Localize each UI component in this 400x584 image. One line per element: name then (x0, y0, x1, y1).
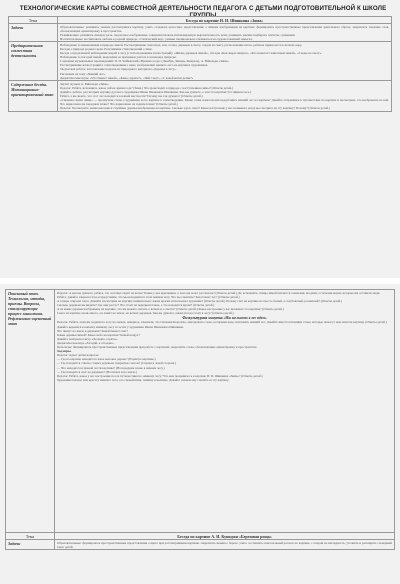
footer-topic-title: Беседа по картине А. И. Куинджи «Березовая роща» (55, 533, 395, 540)
task-paragraph: Воспитательные: воспитывать любовь к родной природе, эстетический вкус, умение эмоционально откликаться на художественный замысел. (60, 36, 253, 41)
continuation-line: Давайте поиграем в игру «Холодно, горячо». (57, 336, 118, 341)
table-row (6, 290, 395, 533)
prelim-paragraph: Рассматривание иллюстраций к стихотворениям о зиме, изображений зимнего леса на картинах художников. (60, 63, 209, 68)
theme-label: Тема (9, 17, 58, 24)
content-paragraph: Педагог. Ребята, вспомните, какое сейчас время года? (Зима.) Что происходит в природе с наступлением зимы? (Ответы детей.) (60, 85, 234, 90)
prelim-paragraph: Рисование на тему «Зимний лес». (60, 71, 106, 76)
game-title: Ход игры. (57, 349, 72, 354)
footer-task-paragraph: Образовательные: формировать пространственные представления о цвете при рассматривании картины, закреплять знания о березе, учить составлять описательный рассказ по картине, с опорой на наглядность, уточнять и расширять словарный запас детей. (57, 540, 392, 549)
table-row (9, 17, 392, 24)
prelim-paragraph: Дидактические игры: «Что бывает зимой», «Какое дерево?», «Чей след?», «С какой ветки детки?» (60, 75, 194, 80)
lesson-table-top (8, 16, 392, 112)
document-page-bottom (0, 284, 400, 584)
continuation-line: Дидактическая игра «Загадай, я отгадаю». (57, 340, 115, 345)
game-line: — Где находится стволы старых деревьев, покрытые снегом? (Справа в левой стороне.) (57, 361, 177, 366)
final-paragraph: Педагог. Ребята, какое у вас настроение после путешествия по зимнему лесу? Что вам понравилось в картине И. И. Шишкина «Зима»? (Ответы детей.) (57, 373, 263, 378)
prelim-paragraph: Беседа о проделанной наблюдении зверей в лесу (с использованием иллюстраций): «Жизнь деревьев зимой», ,беседы «Как звери зимуют», «Кто помогает животным зимой», «Следы на снегу». (60, 51, 323, 56)
tasks-label: Задачи (9, 24, 58, 42)
lesson-table-bottom (5, 289, 395, 550)
dialog-paragraph: Снега на картине очень много, он лежит на земле, на ветках деревьев. Как вы думаете, какая погода стоит в лесу? (Ответы детей.) (57, 310, 234, 315)
footer-tasks-cell (55, 540, 395, 550)
continuation-paragraph: Педагог. Ребята, пока вы ходили по лесу на лыжах, наверное, заметили, что Снежная Королева, заколдовала слова, которыми надо описывать зимний лес. Давайте вместе вспомним слова, которые помогут нам описать картину. (Ответы детей.) (57, 320, 387, 325)
prelim-paragraph: Наблюдение за погодой зимой, выделение ее признаков; работа в календаре природы. (60, 55, 177, 60)
task-paragraph: Развивающие: развивать связную речь, творческое воображение, совершенствовать интонационную выразительность речи; развивать умение подбирать эпитеты, сравнения. (60, 32, 296, 37)
content-paragraph: Ребята, а вы знаете, что этот лес находится в нашей местности? Почему вы так думаете? (Ответы детей.) (60, 94, 203, 98)
prelim-label: Предварительная совместная деятельность (9, 42, 58, 81)
fizminutka-heading: Физкультурная минутка «Мы на лыжах в лес идем» (182, 315, 267, 320)
topic-title: Беседа по картине И. И. Шишкина «Зима» (58, 17, 392, 24)
content-paragraph: Давайте, ребята, рассмотрим картину русского художника Ивана Ивановича Шишкина. Как вы думаете, о чем эта картина? (О зимнем лесе.) (60, 89, 252, 94)
content-paragraph: «Снежная сказка зимы» — прозвучали слова о художнике и его картине в стихотворении. Какие слова помогли вам представить зимний лес на картине? Давайте отправимся в путешествие по картине и посмотрим, что изображено на ней. Что нарисовано на переднем плане? Что нарисовано на заднем плане? (Ответы детей.) (60, 98, 389, 107)
prelim-paragraph: Беседы о природе родного края. Разучивание стихотворений о зиме. (60, 46, 153, 51)
game-line: — Что находится в правой части картины? (На переднем плане в зимнем лесу.) (57, 365, 165, 370)
dialog-paragraph: Сколько деревьев вы видите? Где они растут? Что стоит на переднем плане, а что находится вдали? (Ответы детей.) (57, 302, 215, 307)
continuation-line: Давайте вернемся к нашему зимнему лесу в гостях у художника Ивана Ивановича Шишкина. (57, 324, 184, 329)
theme-label-footer: Тема (6, 533, 55, 540)
continuation-line: Что пишут на земле в деревьях? Какой бывает снег? (57, 328, 128, 333)
content-paragraph: Педагог. Посмотрите, какие высокие и стройные деревья изображены на картине. Сколько здесь снега! Какое настроение у вас возникает, когда вы смотрите на эту картину? Почему? (Ответы детей.) (60, 106, 330, 111)
content-cell (58, 81, 392, 112)
prelim-paragraph: Наблюдение за изменениями в природе зимой. Рассматривание снегопада, ели, сосны, деревьев в снегу, следов на снегу, расположение веток, ребенок прикасается к веткам, кору. (60, 42, 303, 47)
game-line: — Где находится снег на деревьях? (На ветках и на земле.) (57, 369, 137, 374)
search-stage-label: Поисковый этап. Технология, методы, приемы. Вопросы, стимулирующие процесс мышления. Рефлексивно-оценочный этап (6, 290, 55, 533)
table-row (9, 81, 392, 112)
content-paragraph: Звучит музыка А. Вивальди «Зима». (60, 81, 110, 86)
game-line: — Где на картине находится самое высокое дерево? (В центре картины.) (57, 357, 156, 362)
prelim-cell (58, 42, 392, 81)
table-row (9, 42, 392, 81)
game-line: Педагог задает детям вопросы: (57, 353, 100, 358)
content-label: Содержание беседы. Мотивационно-ориентировочный этап (9, 81, 58, 112)
document-title: ТЕХНОЛОГИЧЕСКИЕ КАРТЫ СОВМЕСТНОЙ ДЕЯТЕЛЬНОСТИ ПЕДАГОГА С ДЕТЬМИ ПОДГОТОВИТЕЛЬНОЙ К ШКОЛЕ ГРУППЫ (19, 5, 387, 19)
table-row (6, 533, 395, 540)
dialog-cell (55, 290, 395, 533)
task-paragraph: Образовательные: развивать умение рассматривать картину, учить создавать целостное представление о зимнем изображении на картине; формировать пространственные представления зрительного образа; закреплять значение слов, обозначающих ориентировку в пространстве. (60, 24, 389, 33)
dialog-paragraph: Ребята, давайте закроем глаза и представим, что мы находимся в этом зимнем лесу. Что вы слышите? Как пахнет лес? (Ответы детей.) (57, 294, 240, 299)
continuation-line: Какие деревья зимой? Какое небо на картине? Какой воздух? (57, 332, 140, 337)
table-row (6, 540, 395, 550)
continuation-paragraph: Цель игры: Формировать пространственные представления при работе с картиной, закреплять слова, обозначающие ориентировку в пространстве. (57, 345, 258, 350)
prelim-paragraph: Творческая работа: изготовление поделок из природного материала «Деревья в лесу». (60, 67, 177, 72)
footer-tasks-label: Задачи (6, 540, 55, 550)
dialog-paragraph: А на какие деревья изображены на картине, что вы можете сказать о ветках и о снегах? (Ответы детей.) Какое настроение у вас вызывает эта картина? (Ответы детей.) (57, 306, 284, 311)
dialog-paragraph: Педагог. А как вы думаете, ребята, что за птица сидит на ветке? Какие у нее крылышки, о чем она хочет рассказать? (Ответы детей.) Да, вспомните, птицы зимой питаются семенами, ягодами, остатками корма, которые им оставили люди. (57, 290, 381, 295)
prelim-paragraph: Слушание музыкальных произведений: П. И. Чайковский «Времена года» (Декабрь, Январь, Февраль), А. Вивальди «Зима». (60, 59, 230, 64)
table-row (9, 24, 392, 42)
dialog-paragraph: А теперь откроем глаза. Давайте посмотрим на картину внимательно: какие краски использовал художник? (Ответы детей.) Почему снег на картине не просто белый, а голубоватый, розоватый? (Ответы детей.) (57, 298, 343, 303)
final-paragraph: Художник показал нам красоту зимнего леса, его спокойствие, тишину и величие. Давайте скажем ему спасибо за эту картину. (57, 377, 230, 382)
tasks-cell (58, 24, 392, 42)
document-page-top (0, 0, 400, 278)
